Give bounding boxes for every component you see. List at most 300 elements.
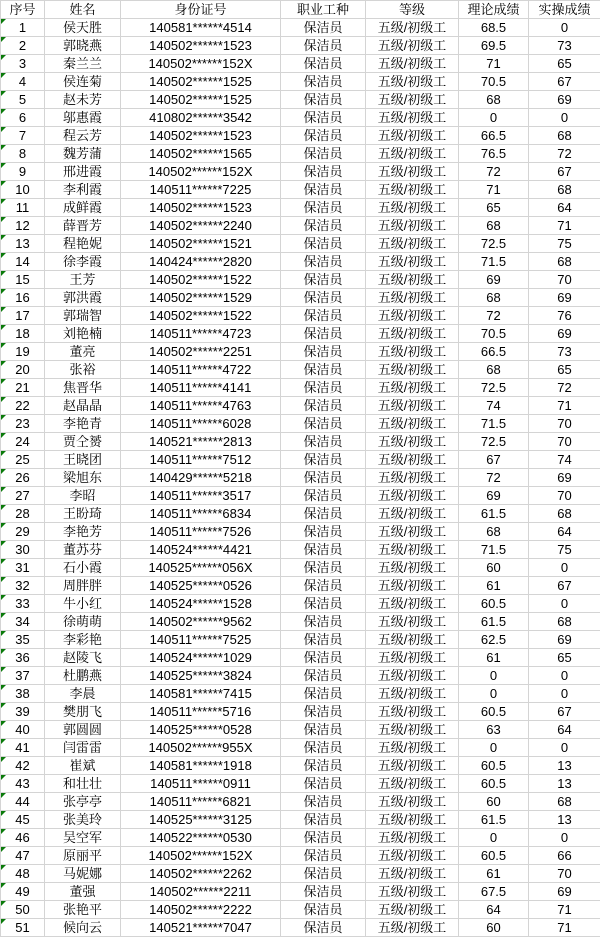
- cell-level[interactable]: 五级/初级工: [366, 757, 459, 775]
- cell-practical-score[interactable]: 0: [529, 685, 600, 703]
- cell-id-number[interactable]: 140511******7512: [121, 451, 281, 469]
- cell-occupation[interactable]: 保洁员: [281, 397, 366, 415]
- cell-practical-score[interactable]: 69: [529, 883, 600, 901]
- cell-occupation[interactable]: 保洁员: [281, 127, 366, 145]
- cell-practical-score[interactable]: 68: [529, 181, 600, 199]
- cell-level[interactable]: 五级/初级工: [366, 271, 459, 289]
- cell-occupation[interactable]: 保洁员: [281, 163, 366, 181]
- cell-id-number[interactable]: 140502******2251: [121, 343, 281, 361]
- cell-theory-score[interactable]: 61.5: [459, 613, 529, 631]
- cell-occupation[interactable]: 保洁员: [281, 145, 366, 163]
- cell-id-number[interactable]: 140525******3824: [121, 667, 281, 685]
- cell-occupation[interactable]: 保洁员: [281, 865, 366, 883]
- cell-id-number[interactable]: 140502******9562: [121, 613, 281, 631]
- cell-name[interactable]: 李利霞: [45, 181, 121, 199]
- cell-id-number[interactable]: 140502******152X: [121, 163, 281, 181]
- column-header-name[interactable]: 姓名: [45, 1, 121, 19]
- cell-practical-score[interactable]: 69: [529, 289, 600, 307]
- cell-occupation[interactable]: 保洁员: [281, 109, 366, 127]
- cell-name[interactable]: 程云芳: [45, 127, 121, 145]
- cell-occupation[interactable]: 保洁员: [281, 487, 366, 505]
- cell-name[interactable]: 焦晋华: [45, 379, 121, 397]
- cell-practical-score[interactable]: 75: [529, 235, 600, 253]
- cell-index[interactable]: 41: [1, 739, 45, 757]
- cell-occupation[interactable]: 保洁员: [281, 541, 366, 559]
- cell-practical-score[interactable]: 67: [529, 577, 600, 595]
- cell-id-number[interactable]: 140424******2820: [121, 253, 281, 271]
- cell-index[interactable]: 10: [1, 181, 45, 199]
- cell-id-number[interactable]: 140525******3125: [121, 811, 281, 829]
- cell-id-number[interactable]: 140524******1528: [121, 595, 281, 613]
- cell-name[interactable]: 贾仝赟: [45, 433, 121, 451]
- cell-name[interactable]: 周胖胖: [45, 577, 121, 595]
- cell-level[interactable]: 五级/初级工: [366, 415, 459, 433]
- cell-theory-score[interactable]: 71.5: [459, 541, 529, 559]
- cell-index[interactable]: 47: [1, 847, 45, 865]
- cell-index[interactable]: 18: [1, 325, 45, 343]
- cell-name[interactable]: 董强: [45, 883, 121, 901]
- cell-id-number[interactable]: 140511******4141: [121, 379, 281, 397]
- cell-occupation[interactable]: 保洁员: [281, 847, 366, 865]
- cell-id-number[interactable]: 140511******4763: [121, 397, 281, 415]
- cell-level[interactable]: 五级/初级工: [366, 91, 459, 109]
- cell-theory-score[interactable]: 71.5: [459, 253, 529, 271]
- cell-theory-score[interactable]: 0: [459, 667, 529, 685]
- cell-id-number[interactable]: 140502******2262: [121, 865, 281, 883]
- cell-practical-score[interactable]: 13: [529, 811, 600, 829]
- cell-theory-score[interactable]: 65: [459, 199, 529, 217]
- cell-occupation[interactable]: 保洁员: [281, 37, 366, 55]
- cell-practical-score[interactable]: 68: [529, 253, 600, 271]
- cell-name[interactable]: 成鲜霞: [45, 199, 121, 217]
- cell-level[interactable]: 五级/初级工: [366, 703, 459, 721]
- cell-practical-score[interactable]: 69: [529, 91, 600, 109]
- cell-name[interactable]: 刘艳楠: [45, 325, 121, 343]
- cell-id-number[interactable]: 140511******4722: [121, 361, 281, 379]
- cell-practical-score[interactable]: 0: [529, 19, 600, 37]
- cell-name[interactable]: 吴空军: [45, 829, 121, 847]
- cell-name[interactable]: 张艳平: [45, 901, 121, 919]
- cell-theory-score[interactable]: 61.5: [459, 811, 529, 829]
- cell-occupation[interactable]: 保洁员: [281, 469, 366, 487]
- cell-theory-score[interactable]: 60.5: [459, 775, 529, 793]
- cell-name[interactable]: 秦兰兰: [45, 55, 121, 73]
- cell-occupation[interactable]: 保洁员: [281, 415, 366, 433]
- cell-theory-score[interactable]: 63: [459, 721, 529, 739]
- column-header-occupation[interactable]: 职业工种: [281, 1, 366, 19]
- cell-id-number[interactable]: 140511******3517: [121, 487, 281, 505]
- cell-theory-score[interactable]: 69: [459, 271, 529, 289]
- cell-practical-score[interactable]: 71: [529, 397, 600, 415]
- cell-level[interactable]: 五级/初级工: [366, 469, 459, 487]
- cell-id-number[interactable]: 140502******1529: [121, 289, 281, 307]
- cell-level[interactable]: 五级/初级工: [366, 361, 459, 379]
- cell-index[interactable]: 12: [1, 217, 45, 235]
- cell-level[interactable]: 五级/初级工: [366, 163, 459, 181]
- cell-level[interactable]: 五级/初级工: [366, 505, 459, 523]
- cell-occupation[interactable]: 保洁员: [281, 775, 366, 793]
- cell-id-number[interactable]: 140524******1029: [121, 649, 281, 667]
- cell-practical-score[interactable]: 65: [529, 55, 600, 73]
- cell-level[interactable]: 五级/初级工: [366, 649, 459, 667]
- cell-theory-score[interactable]: 74: [459, 397, 529, 415]
- cell-level[interactable]: 五级/初级工: [366, 127, 459, 145]
- cell-level[interactable]: 五级/初级工: [366, 451, 459, 469]
- column-header-level[interactable]: 等级: [366, 1, 459, 19]
- cell-theory-score[interactable]: 60.5: [459, 595, 529, 613]
- cell-level[interactable]: 五级/初级工: [366, 739, 459, 757]
- cell-level[interactable]: 五级/初级工: [366, 847, 459, 865]
- cell-id-number[interactable]: 140502******2211: [121, 883, 281, 901]
- cell-theory-score[interactable]: 72: [459, 307, 529, 325]
- cell-index[interactable]: 50: [1, 901, 45, 919]
- cell-occupation[interactable]: 保洁员: [281, 721, 366, 739]
- cell-index[interactable]: 45: [1, 811, 45, 829]
- cell-practical-score[interactable]: 0: [529, 595, 600, 613]
- cell-practical-score[interactable]: 13: [529, 757, 600, 775]
- cell-practical-score[interactable]: 64: [529, 523, 600, 541]
- cell-occupation[interactable]: 保洁员: [281, 829, 366, 847]
- cell-theory-score[interactable]: 72: [459, 469, 529, 487]
- cell-theory-score[interactable]: 71.5: [459, 415, 529, 433]
- cell-theory-score[interactable]: 62.5: [459, 631, 529, 649]
- cell-id-number[interactable]: 140502******2240: [121, 217, 281, 235]
- cell-index[interactable]: 24: [1, 433, 45, 451]
- cell-id-number[interactable]: 140511******7526: [121, 523, 281, 541]
- cell-practical-score[interactable]: 64: [529, 199, 600, 217]
- cell-index[interactable]: 30: [1, 541, 45, 559]
- cell-level[interactable]: 五级/初级工: [366, 559, 459, 577]
- cell-index[interactable]: 20: [1, 361, 45, 379]
- cell-name[interactable]: 李艳青: [45, 415, 121, 433]
- cell-id-number[interactable]: 140502******1522: [121, 307, 281, 325]
- cell-level[interactable]: 五级/初级工: [366, 109, 459, 127]
- cell-level[interactable]: 五级/初级工: [366, 721, 459, 739]
- cell-index[interactable]: 43: [1, 775, 45, 793]
- cell-name[interactable]: 李彩艳: [45, 631, 121, 649]
- cell-level[interactable]: 五级/初级工: [366, 433, 459, 451]
- cell-index[interactable]: 31: [1, 559, 45, 577]
- cell-theory-score[interactable]: 0: [459, 685, 529, 703]
- cell-index[interactable]: 46: [1, 829, 45, 847]
- cell-index[interactable]: 28: [1, 505, 45, 523]
- cell-practical-score[interactable]: 68: [529, 127, 600, 145]
- cell-index[interactable]: 39: [1, 703, 45, 721]
- cell-occupation[interactable]: 保洁员: [281, 19, 366, 37]
- cell-index[interactable]: 9: [1, 163, 45, 181]
- cell-name[interactable]: 候向云: [45, 919, 121, 937]
- cell-theory-score[interactable]: 69: [459, 487, 529, 505]
- cell-index[interactable]: 21: [1, 379, 45, 397]
- cell-index[interactable]: 27: [1, 487, 45, 505]
- cell-occupation[interactable]: 保洁员: [281, 307, 366, 325]
- cell-level[interactable]: 五级/初级工: [366, 199, 459, 217]
- cell-theory-score[interactable]: 60.5: [459, 703, 529, 721]
- cell-id-number[interactable]: 140525******0526: [121, 577, 281, 595]
- cell-practical-score[interactable]: 71: [529, 217, 600, 235]
- cell-level[interactable]: 五级/初级工: [366, 289, 459, 307]
- cell-name[interactable]: 石小霞: [45, 559, 121, 577]
- cell-occupation[interactable]: 保洁员: [281, 523, 366, 541]
- cell-occupation[interactable]: 保洁员: [281, 667, 366, 685]
- cell-name[interactable]: 马妮娜: [45, 865, 121, 883]
- cell-id-number[interactable]: 140511******4723: [121, 325, 281, 343]
- cell-index[interactable]: 14: [1, 253, 45, 271]
- cell-index[interactable]: 49: [1, 883, 45, 901]
- cell-id-number[interactable]: 410802******3542: [121, 109, 281, 127]
- cell-index[interactable]: 40: [1, 721, 45, 739]
- cell-index[interactable]: 37: [1, 667, 45, 685]
- cell-name[interactable]: 赵未芳: [45, 91, 121, 109]
- cell-theory-score[interactable]: 64: [459, 901, 529, 919]
- cell-theory-score[interactable]: 60: [459, 919, 529, 937]
- cell-practical-score[interactable]: 68: [529, 613, 600, 631]
- column-header-theory-score[interactable]: 理论成绩: [459, 1, 529, 19]
- cell-id-number[interactable]: 140521******7047: [121, 919, 281, 937]
- column-header-index[interactable]: 序号: [1, 1, 45, 19]
- cell-level[interactable]: 五级/初级工: [366, 217, 459, 235]
- cell-practical-score[interactable]: 75: [529, 541, 600, 559]
- cell-name[interactable]: 赵晶晶: [45, 397, 121, 415]
- cell-index[interactable]: 29: [1, 523, 45, 541]
- cell-occupation[interactable]: 保洁员: [281, 181, 366, 199]
- cell-level[interactable]: 五级/初级工: [366, 577, 459, 595]
- cell-occupation[interactable]: 保洁员: [281, 55, 366, 73]
- cell-name[interactable]: 原丽平: [45, 847, 121, 865]
- cell-practical-score[interactable]: 0: [529, 829, 600, 847]
- cell-index[interactable]: 8: [1, 145, 45, 163]
- cell-name[interactable]: 郭圆圆: [45, 721, 121, 739]
- cell-occupation[interactable]: 保洁员: [281, 289, 366, 307]
- cell-level[interactable]: 五级/初级工: [366, 775, 459, 793]
- cell-level[interactable]: 五级/初级工: [366, 793, 459, 811]
- cell-id-number[interactable]: 140502******1565: [121, 145, 281, 163]
- cell-theory-score[interactable]: 72.5: [459, 235, 529, 253]
- cell-occupation[interactable]: 保洁员: [281, 703, 366, 721]
- cell-id-number[interactable]: 140502******1521: [121, 235, 281, 253]
- cell-theory-score[interactable]: 67.5: [459, 883, 529, 901]
- cell-level[interactable]: 五级/初级工: [366, 667, 459, 685]
- cell-theory-score[interactable]: 68: [459, 91, 529, 109]
- cell-occupation[interactable]: 保洁员: [281, 793, 366, 811]
- cell-id-number[interactable]: 140511******5716: [121, 703, 281, 721]
- cell-id-number[interactable]: 140502******1523: [121, 37, 281, 55]
- cell-level[interactable]: 五级/初级工: [366, 37, 459, 55]
- cell-index[interactable]: 38: [1, 685, 45, 703]
- cell-occupation[interactable]: 保洁员: [281, 919, 366, 937]
- cell-theory-score[interactable]: 70.5: [459, 73, 529, 91]
- cell-level[interactable]: 五级/初级工: [366, 397, 459, 415]
- cell-occupation[interactable]: 保洁员: [281, 757, 366, 775]
- cell-theory-score[interactable]: 71: [459, 181, 529, 199]
- cell-name[interactable]: 侯连菊: [45, 73, 121, 91]
- cell-id-number[interactable]: 140502******955X: [121, 739, 281, 757]
- cell-id-number[interactable]: 140502******1523: [121, 127, 281, 145]
- cell-name[interactable]: 赵陵飞: [45, 649, 121, 667]
- cell-id-number[interactable]: 140502******152X: [121, 55, 281, 73]
- cell-occupation[interactable]: 保洁员: [281, 685, 366, 703]
- cell-id-number[interactable]: 140524******4421: [121, 541, 281, 559]
- cell-occupation[interactable]: 保洁员: [281, 595, 366, 613]
- cell-index[interactable]: 6: [1, 109, 45, 127]
- cell-id-number[interactable]: 140511******6834: [121, 505, 281, 523]
- cell-occupation[interactable]: 保洁员: [281, 343, 366, 361]
- cell-id-number[interactable]: 140511******6028: [121, 415, 281, 433]
- cell-theory-score[interactable]: 0: [459, 739, 529, 757]
- cell-theory-score[interactable]: 60: [459, 793, 529, 811]
- cell-theory-score[interactable]: 68: [459, 361, 529, 379]
- cell-name[interactable]: 王芳: [45, 271, 121, 289]
- cell-level[interactable]: 五级/初级工: [366, 253, 459, 271]
- cell-level[interactable]: 五级/初级工: [366, 811, 459, 829]
- cell-index[interactable]: 7: [1, 127, 45, 145]
- cell-occupation[interactable]: 保洁员: [281, 235, 366, 253]
- cell-occupation[interactable]: 保洁员: [281, 451, 366, 469]
- cell-occupation[interactable]: 保洁员: [281, 199, 366, 217]
- cell-id-number[interactable]: 140581******1918: [121, 757, 281, 775]
- cell-index[interactable]: 33: [1, 595, 45, 613]
- cell-name[interactable]: 闫雷雷: [45, 739, 121, 757]
- cell-id-number[interactable]: 140511******0911: [121, 775, 281, 793]
- cell-practical-score[interactable]: 73: [529, 37, 600, 55]
- cell-practical-score[interactable]: 71: [529, 901, 600, 919]
- cell-level[interactable]: 五级/初级工: [366, 487, 459, 505]
- cell-name[interactable]: 李晨: [45, 685, 121, 703]
- cell-index[interactable]: 35: [1, 631, 45, 649]
- cell-practical-score[interactable]: 0: [529, 739, 600, 757]
- cell-occupation[interactable]: 保洁员: [281, 217, 366, 235]
- cell-practical-score[interactable]: 0: [529, 109, 600, 127]
- cell-name[interactable]: 徐李霞: [45, 253, 121, 271]
- cell-id-number[interactable]: 140502******1523: [121, 199, 281, 217]
- cell-index[interactable]: 25: [1, 451, 45, 469]
- cell-practical-score[interactable]: 65: [529, 361, 600, 379]
- cell-level[interactable]: 五级/初级工: [366, 829, 459, 847]
- cell-practical-score[interactable]: 73: [529, 343, 600, 361]
- cell-name[interactable]: 郭晓燕: [45, 37, 121, 55]
- cell-level[interactable]: 五级/初级工: [366, 541, 459, 559]
- cell-id-number[interactable]: 140525******056X: [121, 559, 281, 577]
- cell-index[interactable]: 44: [1, 793, 45, 811]
- cell-theory-score[interactable]: 70.5: [459, 325, 529, 343]
- cell-occupation[interactable]: 保洁员: [281, 271, 366, 289]
- cell-practical-score[interactable]: 67: [529, 163, 600, 181]
- cell-practical-score[interactable]: 70: [529, 415, 600, 433]
- cell-occupation[interactable]: 保洁员: [281, 379, 366, 397]
- column-header-id-number[interactable]: 身份证号: [121, 1, 281, 19]
- cell-id-number[interactable]: 140502******1525: [121, 91, 281, 109]
- cell-occupation[interactable]: 保洁员: [281, 91, 366, 109]
- cell-theory-score[interactable]: 68: [459, 523, 529, 541]
- cell-id-number[interactable]: 140581******7415: [121, 685, 281, 703]
- cell-occupation[interactable]: 保洁员: [281, 505, 366, 523]
- cell-occupation[interactable]: 保洁员: [281, 325, 366, 343]
- cell-practical-score[interactable]: 69: [529, 631, 600, 649]
- cell-level[interactable]: 五级/初级工: [366, 865, 459, 883]
- cell-index[interactable]: 26: [1, 469, 45, 487]
- cell-id-number[interactable]: 140429******5218: [121, 469, 281, 487]
- cell-id-number[interactable]: 140522******0530: [121, 829, 281, 847]
- cell-index[interactable]: 22: [1, 397, 45, 415]
- cell-theory-score[interactable]: 61: [459, 577, 529, 595]
- cell-name[interactable]: 王晓团: [45, 451, 121, 469]
- cell-name[interactable]: 杜鹏燕: [45, 667, 121, 685]
- cell-theory-score[interactable]: 68.5: [459, 19, 529, 37]
- cell-level[interactable]: 五级/初级工: [366, 883, 459, 901]
- cell-practical-score[interactable]: 64: [529, 721, 600, 739]
- cell-level[interactable]: 五级/初级工: [366, 685, 459, 703]
- cell-name[interactable]: 郭洪霞: [45, 289, 121, 307]
- cell-index[interactable]: 2: [1, 37, 45, 55]
- cell-practical-score[interactable]: 69: [529, 325, 600, 343]
- cell-occupation[interactable]: 保洁员: [281, 559, 366, 577]
- cell-index[interactable]: 3: [1, 55, 45, 73]
- cell-name[interactable]: 李艳芳: [45, 523, 121, 541]
- cell-theory-score[interactable]: 0: [459, 109, 529, 127]
- cell-name[interactable]: 张亭亭: [45, 793, 121, 811]
- cell-index[interactable]: 1: [1, 19, 45, 37]
- cell-index[interactable]: 23: [1, 415, 45, 433]
- cell-level[interactable]: 五级/初级工: [366, 343, 459, 361]
- cell-level[interactable]: 五级/初级工: [366, 919, 459, 937]
- cell-level[interactable]: 五级/初级工: [366, 145, 459, 163]
- cell-theory-score[interactable]: 60.5: [459, 757, 529, 775]
- cell-theory-score[interactable]: 71: [459, 55, 529, 73]
- cell-id-number[interactable]: 140502******2222: [121, 901, 281, 919]
- cell-name[interactable]: 张裕: [45, 361, 121, 379]
- cell-name[interactable]: 侯天胜: [45, 19, 121, 37]
- cell-index[interactable]: 16: [1, 289, 45, 307]
- cell-level[interactable]: 五级/初级工: [366, 595, 459, 613]
- cell-occupation[interactable]: 保洁员: [281, 433, 366, 451]
- cell-theory-score[interactable]: 68: [459, 289, 529, 307]
- cell-occupation[interactable]: 保洁员: [281, 811, 366, 829]
- cell-id-number[interactable]: 140502******152X: [121, 847, 281, 865]
- cell-level[interactable]: 五级/初级工: [366, 523, 459, 541]
- cell-name[interactable]: 崔斌: [45, 757, 121, 775]
- cell-level[interactable]: 五级/初级工: [366, 379, 459, 397]
- cell-name[interactable]: 李昭: [45, 487, 121, 505]
- cell-theory-score[interactable]: 61.5: [459, 505, 529, 523]
- cell-occupation[interactable]: 保洁员: [281, 631, 366, 649]
- cell-practical-score[interactable]: 70: [529, 865, 600, 883]
- cell-name[interactable]: 王盼琦: [45, 505, 121, 523]
- cell-level[interactable]: 五级/初级工: [366, 613, 459, 631]
- cell-theory-score[interactable]: 61: [459, 649, 529, 667]
- cell-occupation[interactable]: 保洁员: [281, 361, 366, 379]
- cell-level[interactable]: 五级/初级工: [366, 631, 459, 649]
- cell-index[interactable]: 48: [1, 865, 45, 883]
- cell-practical-score[interactable]: 0: [529, 559, 600, 577]
- cell-id-number[interactable]: 140525******0528: [121, 721, 281, 739]
- cell-occupation[interactable]: 保洁员: [281, 883, 366, 901]
- cell-name[interactable]: 邢进霞: [45, 163, 121, 181]
- column-header-practical-score[interactable]: 实操成绩: [529, 1, 600, 19]
- cell-theory-score[interactable]: 61: [459, 865, 529, 883]
- cell-occupation[interactable]: 保洁员: [281, 901, 366, 919]
- cell-theory-score[interactable]: 0: [459, 829, 529, 847]
- cell-index[interactable]: 19: [1, 343, 45, 361]
- cell-theory-score[interactable]: 66.5: [459, 343, 529, 361]
- cell-level[interactable]: 五级/初级工: [366, 307, 459, 325]
- cell-practical-score[interactable]: 67: [529, 73, 600, 91]
- cell-name[interactable]: 梁旭东: [45, 469, 121, 487]
- cell-name[interactable]: 邬惠霞: [45, 109, 121, 127]
- cell-level[interactable]: 五级/初级工: [366, 901, 459, 919]
- cell-index[interactable]: 42: [1, 757, 45, 775]
- cell-index[interactable]: 13: [1, 235, 45, 253]
- cell-id-number[interactable]: 140502******1525: [121, 73, 281, 91]
